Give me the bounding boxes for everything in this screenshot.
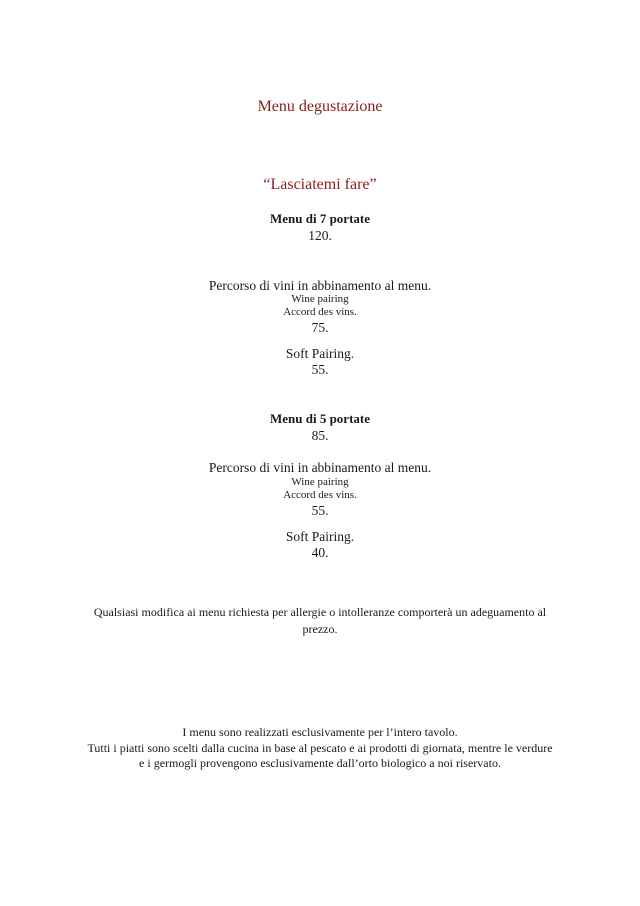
menu-7-soft-title: Soft Pairing. <box>285 346 355 361</box>
menu-7-soft-price: 55. <box>311 362 329 377</box>
menu-5-pairing-price: 55. <box>311 503 329 518</box>
menu-7-pairing-fr: Accord des vins. <box>283 306 357 318</box>
menu-7-name: Menu di 7 portate <box>269 211 371 226</box>
allergy-note-line2: prezzo. <box>302 622 338 636</box>
menu-5-pairing-title: Percorso di vini in abbinamento al menu. <box>208 460 432 475</box>
menu-5-price: 85. <box>311 428 329 443</box>
menu-subtitle: “Lasciatemi fare” <box>263 176 377 193</box>
menu-7-pairing-price: 75. <box>311 320 329 335</box>
allergy-note-line1: Qualsiasi modifica ai menu richiesta per allergie o intolleranze comporterà un adeguamento al <box>93 605 547 619</box>
menu-7-pairing-en: Wine pairing <box>291 293 349 305</box>
footer-line1: I menu sono realizzati esclusivamente per l’intero tavolo. <box>182 725 458 739</box>
menu-5-soft-title: Soft Pairing. <box>285 529 355 544</box>
menu-5-pairing-fr: Accord des vins. <box>283 489 357 501</box>
footer-line2: Tutti i piatti sono scelti dalla cucina in base al pescato e ai prodotti di giornata, mentre le verdure <box>87 741 553 755</box>
menu-7-price: 120. <box>308 228 332 243</box>
footer-line3: e i germogli provengono esclusivamente dall’orto biologico a noi riservato. <box>139 756 501 770</box>
menu-5-pairing-en: Wine pairing <box>291 476 349 488</box>
menu-5-soft-price: 40. <box>311 545 329 560</box>
menu-5-name: Menu di 5 portate <box>269 411 371 426</box>
menu-7-pairing-title: Percorso di vini in abbinamento al menu. <box>208 278 432 293</box>
page-title: Menu degustazione <box>257 98 383 115</box>
